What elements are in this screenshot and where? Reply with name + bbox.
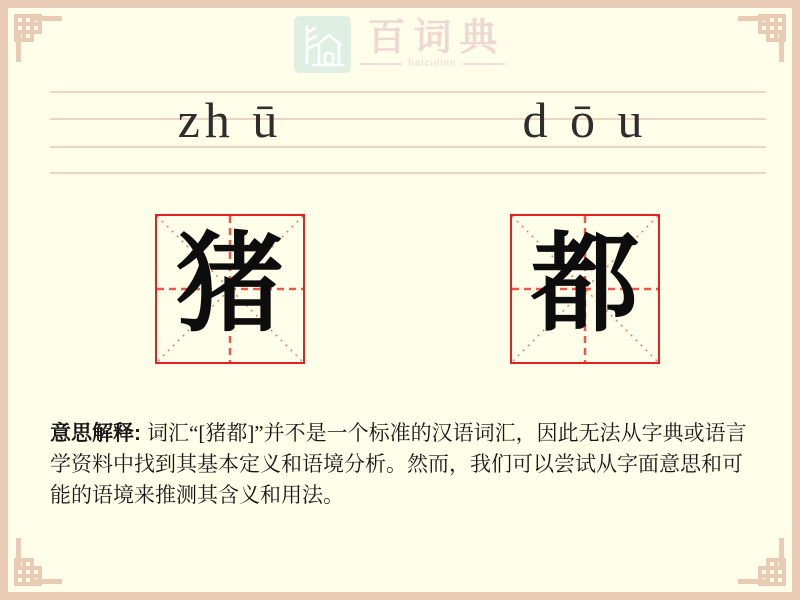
brand-text-group xyxy=(359,16,505,69)
brand-name-cn: 百词典 xyxy=(367,17,506,59)
brand-logo xyxy=(8,16,792,73)
definition-label: 意思解释: xyxy=(50,422,141,445)
brand-name-latin: baicidian xyxy=(408,58,457,69)
hanzi-box-zhu xyxy=(155,214,305,364)
hanzi-box-dou xyxy=(510,214,660,364)
hanzi-dou: 都 xyxy=(530,226,639,345)
brand-name-latin-row xyxy=(360,58,504,69)
house-bamboo-icon xyxy=(294,16,351,73)
definition-text: 词汇“[猪都]”并不是一个标准的汉语词汇，因此无法从字典或语言学资料中找到其基本定义和语境分析。然而，我们可以尝试从字面意思和可能的语境来推测其含义和用法。 xyxy=(50,421,747,507)
corner-ornament-icon xyxy=(14,536,64,586)
right-rule xyxy=(463,63,505,65)
corner-ornament-icon xyxy=(736,536,786,586)
pinyin-zhu: zh ū xyxy=(177,92,283,148)
left-rule xyxy=(360,63,402,65)
definition-paragraph xyxy=(50,418,758,511)
pinyin-dou: d ō u xyxy=(522,92,648,148)
hanzi-zhu: 猪 xyxy=(175,226,284,345)
pinyin-grid-line xyxy=(50,172,766,174)
